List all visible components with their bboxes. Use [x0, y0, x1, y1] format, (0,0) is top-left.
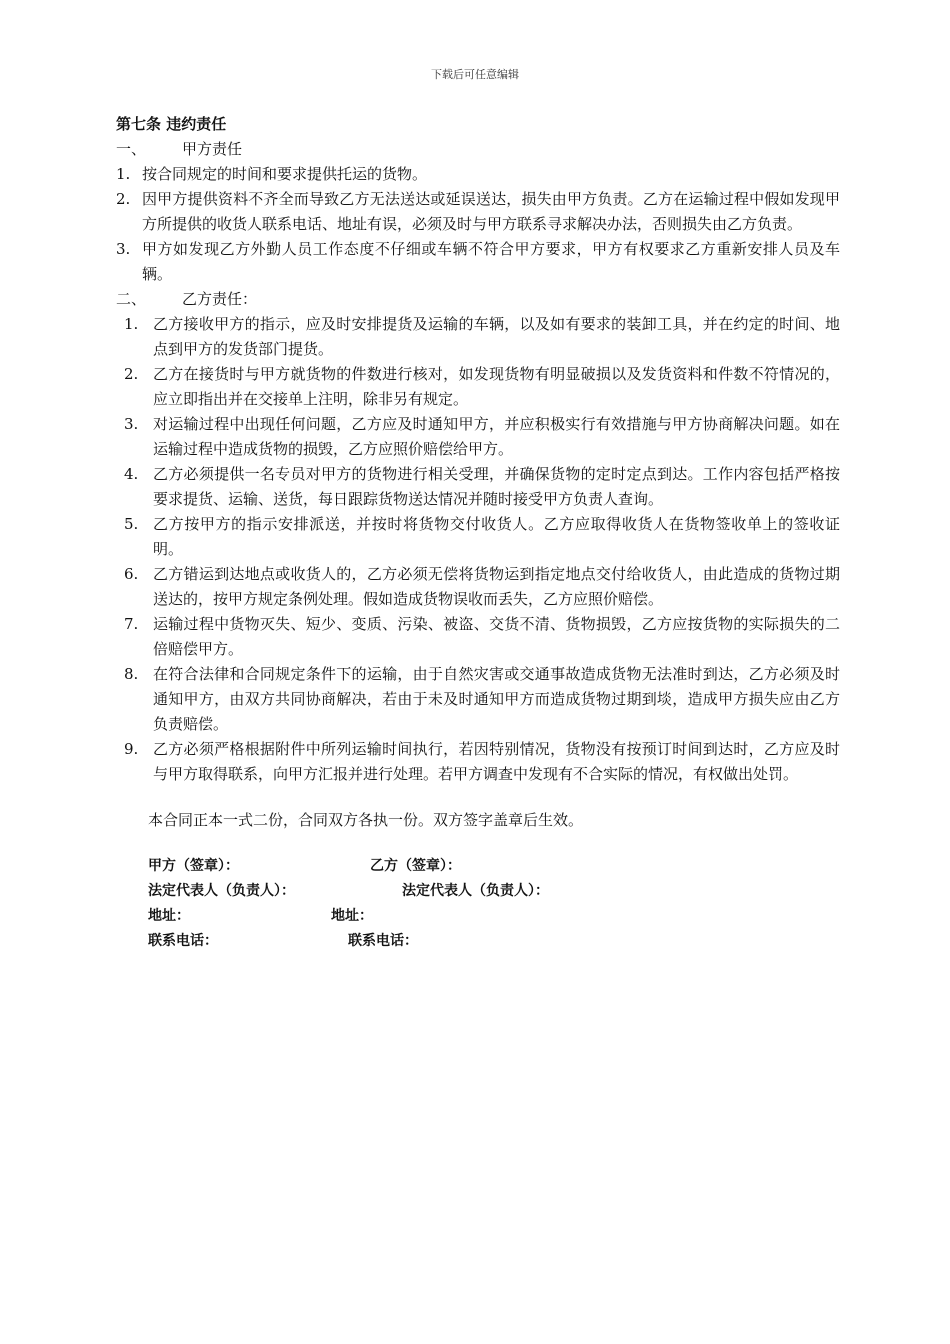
- item-text: 乙方接收甲方的指示，应及时安排提货及运输的车辆，以及如有要求的装卸工具，并在约定的时间、地点到甲方的发货部门提货。: [153, 315, 840, 358]
- section-title: 乙方责任：: [182, 290, 258, 308]
- list-item: [124, 612, 840, 662]
- item-number: 9.: [124, 740, 139, 758]
- item-text: 因甲方提供资料不齐全而导致乙方无法送达或延误送达，损失由甲方负责。乙方在运输过程中假如发现甲方所提供的收货人联系电话、地址有误，必须及时与甲方联系寻求解决办法，否则损失由乙方负责。: [142, 190, 840, 233]
- list-item: [116, 162, 840, 187]
- item-number: 3.: [116, 240, 131, 258]
- item-text: 甲方如发现乙方外勤人员工作态度不仔细或车辆不符合甲方要求，甲方有权要求乙方重新安排人员及车辆。: [142, 240, 840, 283]
- item-text: 在符合法律和合同规定条件下的运输，由于自然灾害或交通事故造成货物无法准时到达，乙方必须及时通知甲方，由双方共同协商解决，若由于未及时通知甲方而造成货物过期到埮，造成甲方损失应由乙方负责赔偿。: [153, 665, 840, 733]
- item-number: 8.: [124, 665, 139, 683]
- item-text: 运输过程中货物灭失、短少、变质、污染、被盗、交货不清、货物损毁，乙方应按货物的实际损失的二倍赔偿甲方。: [153, 615, 840, 658]
- party-b-obligations-list: [116, 312, 840, 787]
- party-b-rep-label: 法定代表人（负责人）：: [402, 883, 549, 899]
- list-item: [124, 312, 840, 362]
- list-item: [124, 362, 840, 412]
- item-text: 对运输过程中出现任何问题，乙方应及时通知甲方，并应积极实行有效措施与甲方协商解决问题。如在运输过程中造成货物的损毁，乙方应照价赔偿给甲方。: [153, 415, 840, 458]
- item-number: 1.: [124, 315, 139, 333]
- party-a-rep-label: 法定代表人（负责人）：: [148, 883, 295, 899]
- party-a-phone-label: 联系电话：: [148, 933, 218, 949]
- list-item: [124, 512, 840, 562]
- party-a-obligations-list: [116, 162, 840, 287]
- item-number: 5.: [124, 515, 139, 533]
- section-title: 甲方责任: [182, 140, 243, 158]
- list-item: [124, 562, 840, 612]
- signature-row-phone: [148, 929, 840, 954]
- signature-row-seal: [148, 854, 840, 879]
- item-number: 2.: [116, 190, 131, 208]
- section-number: 二、: [116, 290, 147, 308]
- item-number: 7.: [124, 615, 139, 633]
- party-b-seal-label: 乙方（签章）：: [370, 858, 461, 874]
- signature-row-address: [148, 904, 840, 929]
- item-text: 乙方必须严格根据附件中所列运输时间执行，若因特别情况，货物没有按预订时间到达时，乙方应及时与甲方取得联系，向甲方汇报并进行处理。若甲方调查中发现有不合实际的情况，有权做出处罚。: [153, 740, 840, 783]
- item-number: 2.: [124, 365, 139, 383]
- list-item: [116, 237, 840, 287]
- party-b-phone-label: 联系电话：: [348, 933, 418, 949]
- party-a-address-label: 地址：: [148, 908, 190, 924]
- list-item: [124, 412, 840, 462]
- signature-block: [148, 854, 840, 954]
- signature-row-representative: [148, 879, 840, 904]
- item-text: 按合同规定的时间和要求提供托运的货物。: [142, 165, 428, 183]
- page-header-note: 下载后可任意编辑: [431, 68, 519, 81]
- section-heading-party-b: [116, 287, 840, 312]
- list-item: [124, 462, 840, 512]
- item-text: 乙方必须提供一名专员对甲方的货物进行相关受理，并确保货物的定时定点到达。工作内容包括严格按要求提货、运输、送货，每日跟踪货物送达情况并随时接受甲方负责人查询。: [153, 465, 840, 508]
- list-item: [124, 737, 840, 787]
- document-body: [116, 112, 840, 954]
- party-a-seal-label: 甲方（签章）：: [148, 858, 239, 874]
- section-number: 一、: [116, 140, 147, 158]
- item-text: 乙方按甲方的指示安排派送，并按时将货物交付收货人。乙方应取得收货人在货物签收单上的签收证明。: [153, 515, 840, 558]
- list-item: [124, 662, 840, 737]
- list-item: [116, 187, 840, 237]
- item-number: 3.: [124, 415, 139, 433]
- party-b-address-label: 地址：: [331, 908, 373, 924]
- closing-statement: 本合同正本一式二份，合同双方各执一份。双方签字盖章后生效。: [148, 811, 584, 829]
- item-number: 6.: [124, 565, 139, 583]
- item-number: 4.: [124, 465, 139, 483]
- item-text: 乙方在接货时与甲方就货物的件数进行核对，如发现货物有明显破损以及发货资料和件数不符情况的，应立即指出并在交接单上注明，除非另有规定。: [153, 365, 840, 408]
- section-heading-party-a: [116, 137, 840, 162]
- article-title: 第七条 违约责任: [116, 115, 227, 133]
- item-number: 1.: [116, 165, 131, 183]
- item-text: 乙方错运到达地点或收货人的，乙方必须无偿将货物运到指定地点交付给收货人，由此造成的货物过期送达的，按甲方规定条例处理。假如造成货物误收而丢失，乙方应照价赔偿。: [153, 565, 840, 608]
